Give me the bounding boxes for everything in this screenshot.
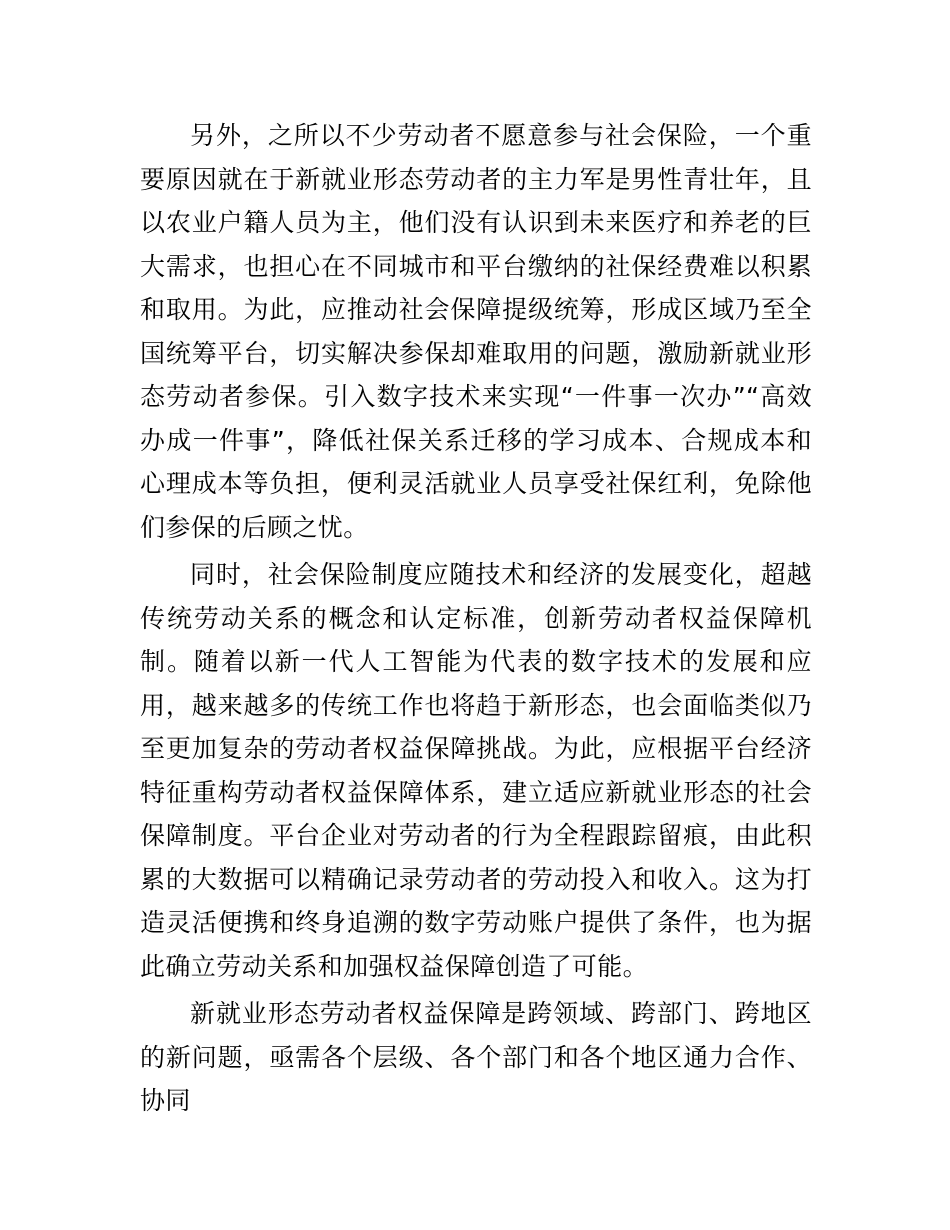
paragraph-social-insurance-participation: 另外，之所以不少劳动者不愿意参与社会保险，一个重要原因就在于新就业形态劳动者的主力军是男性青壮年，且以农业户籍人员为主，他们没有认识到未来医疗和养老的巨大需求，也担心在不同城市和平台缴纳的社保经费难以积累和取用。为此，应推动社会保障提级统筹，形成区域乃至全国统筹平台，切实解决参保却难取用的问题，激励新就业形态劳动者参保。引入数字技术来实现“一件事一次办”“高效办成一件事”，降低社保关系迁移的学习成本、合规成本和心理成本等负担，便利灵活就业人员享受社保红利，免除他们参保的后顾之忧。 — [140, 121, 812, 542]
document-body — [140, 114, 812, 1127]
paragraph-labor-rights-mechanism: 同时，社会保险制度应随技术和经济的发展变化，超越传统劳动关系的概念和认定标准，创新劳动者权益保障机制。随着以新一代人工智能为代表的数字技术的发展和应用，越来越多的传统工作也将趋于新形态，也会面临类似乃至更加复杂的劳动者权益保障挑战。为此，应根据平台经济特征重构劳动者权益保障体系，建立适应新就业形态的社会保障制度。平台企业对劳动者的行为全程跟踪留痕，由此积累的大数据可以精确记录劳动者的劳动投入和收入。这为打造灵活便携和终身追溯的数字劳动账户提供了条件，也为据此确立劳动关系和加强权益保障创造了可能。 — [140, 560, 812, 981]
paragraph-cross-sector-cooperation: 新就业形态劳动者权益保障是跨领域、跨部门、跨地区的新问题，亟需各个层级、各个部门和各个地区通力合作、协同 — [140, 999, 812, 1115]
